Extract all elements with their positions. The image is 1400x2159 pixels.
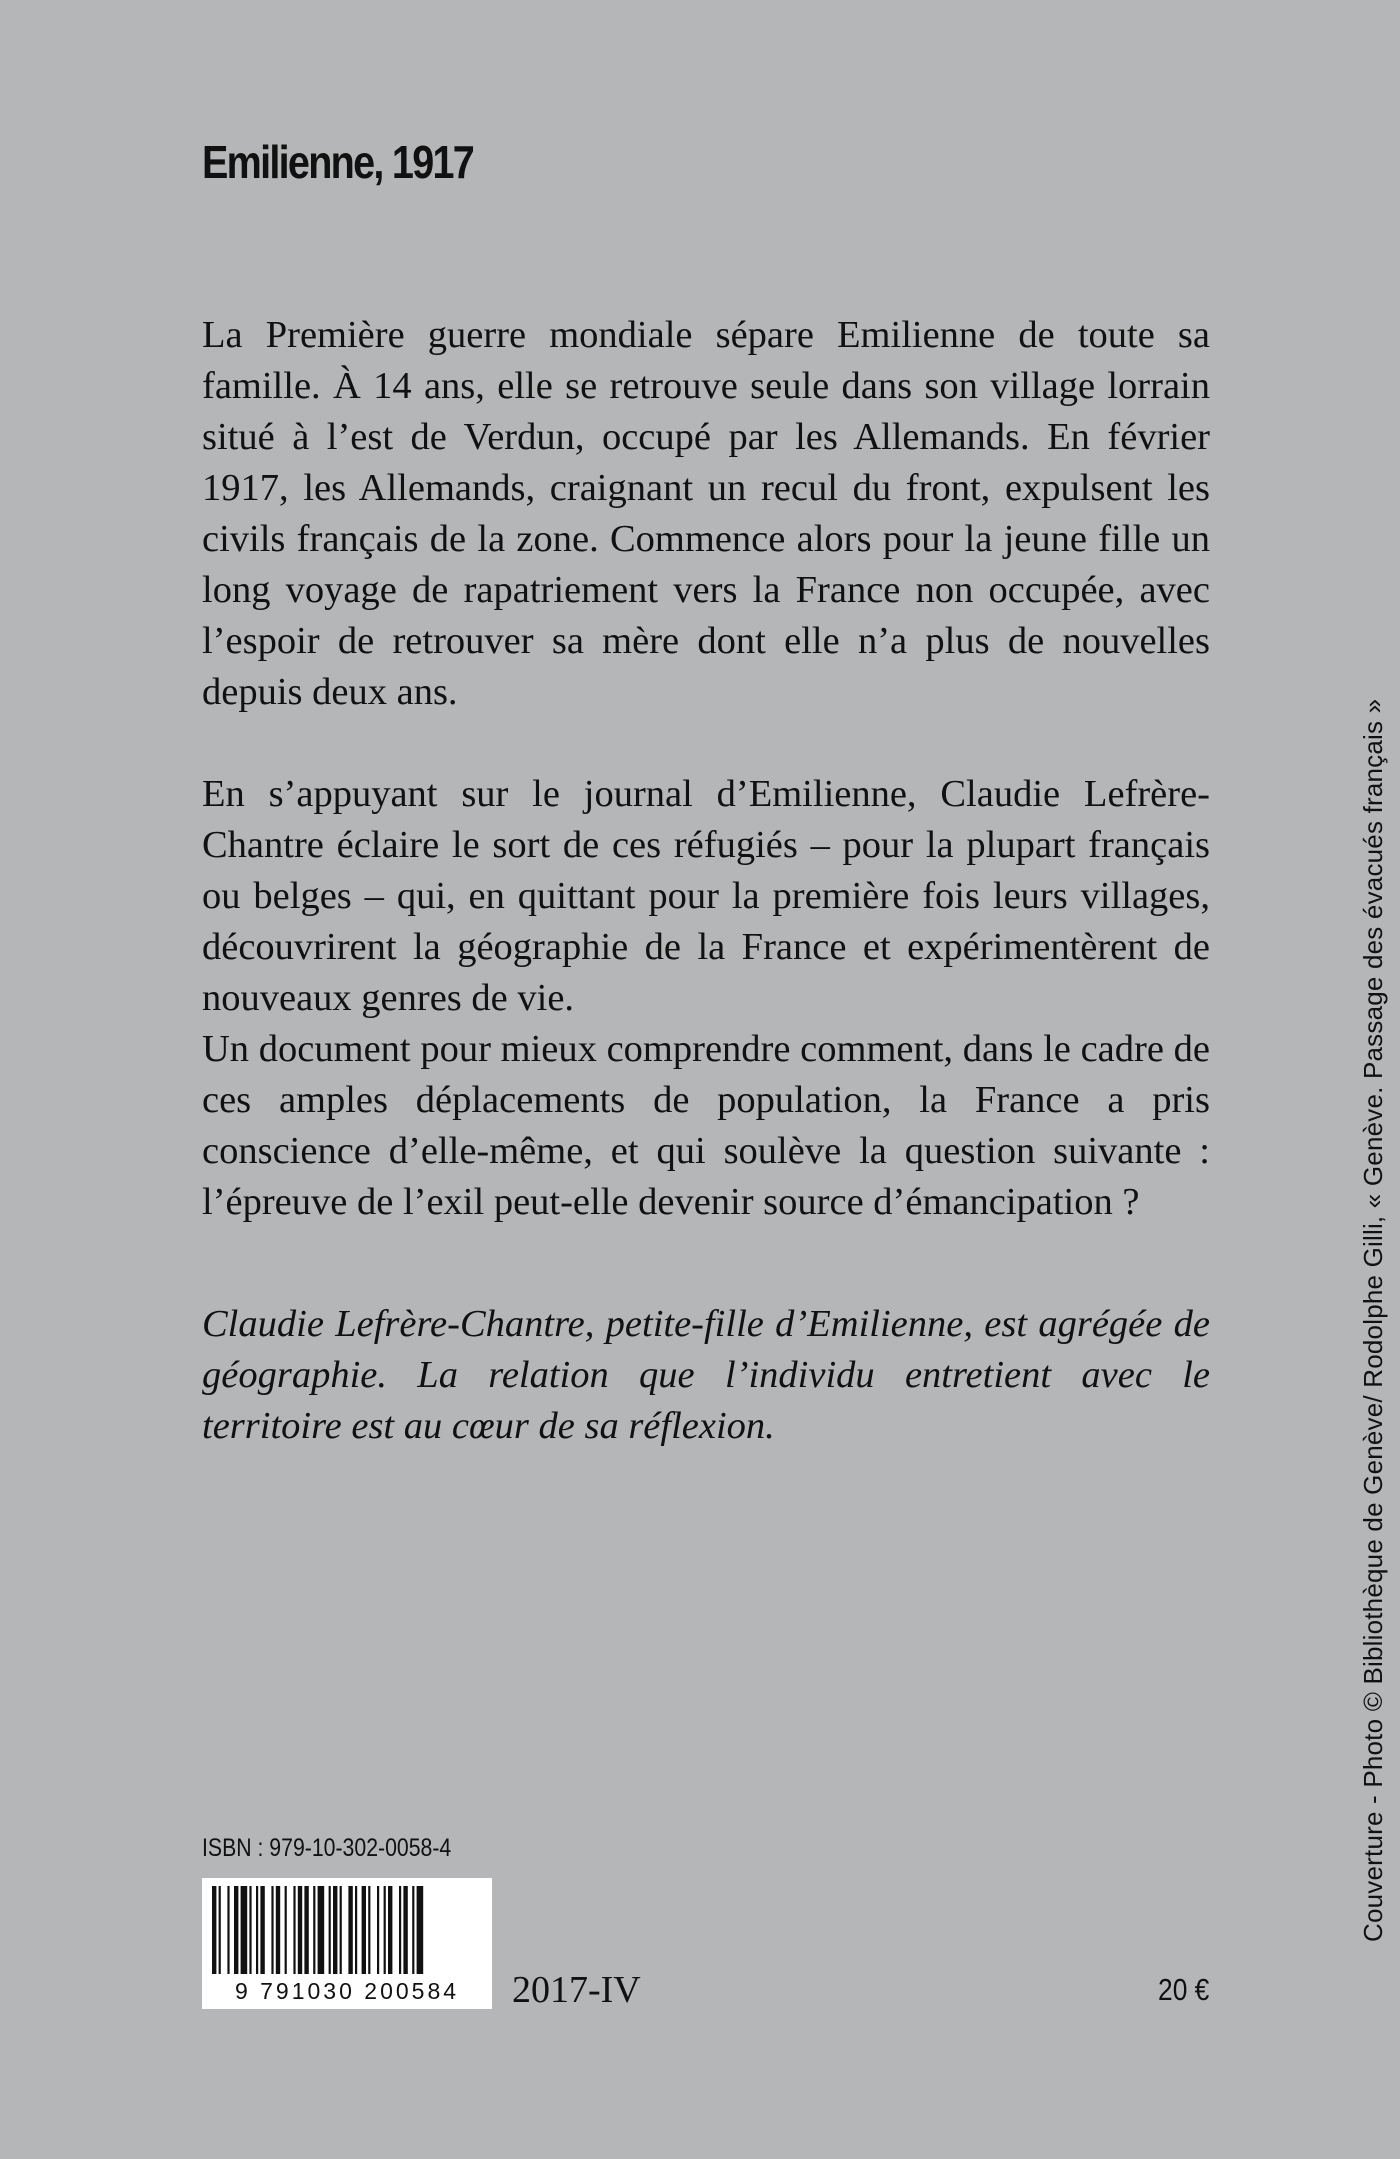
barcode-bar [276,1886,280,1974]
barcode-bar [329,1886,331,1974]
synopsis-paragraph-3: Un document pour mieux comprendre comment, dans le cadre de ces amples déplacements de population, la France a pris conscience d’elle-même, et qui soulève la question suivante : l’épreuve de l’exil peut-elle devenir source d’émancipation ? [202,1028,1210,1223]
barcode-bar [241,1886,248,1974]
synopsis-block [202,310,1210,718]
photo-credit: Couverture - Photo © Bibliothèque de Genève/ Rodolphe Gilli, « Genève. Passage des évacués français » [1358,698,1388,1942]
context-block [202,769,1210,1228]
synopsis-paragraph-1: La Première guerre mondiale sépare Emilienne de toute sa famille. À 14 ans, elle se retrouve seule dans son village lorrain situé à l’est de Verdun, occupé par les Allemands. En février 1917, les Allemands, craignant un recul du front, expulsent les civils français de la zone. Commence alors pour la jeune fille un long voyage de rapatriement vers la France non occupée, avec l’espoir de retrouver sa mère dont elle n’a plus de nouvelles depuis deux ans. [202,314,1210,713]
price-label: 20 € [1157,1972,1209,2007]
barcode-bar [333,1886,337,1974]
barcode-bar [377,1886,379,1974]
barcode-bar [403,1886,407,1974]
barcode-bar [355,1886,357,1974]
author-bio-block [202,1299,1210,1452]
barcode-bar [318,1886,325,1974]
barcode-bar [227,1886,229,1974]
barcode-bar [348,1886,352,1974]
barcode-bar [212,1886,216,1974]
barcode-bar [388,1886,392,1974]
barcode-bar [271,1886,273,1974]
barcode-bar [340,1886,342,1974]
barcode-bar [412,1886,414,1974]
author-bio: Claudie Lefrère-Chantre, petite-fille d’Emilienne, est agrégée de géographie. La relation que l’individu entretient avec le territoire est au cœur de sa réflexion. [202,1303,1210,1447]
barcode-bar [384,1886,386,1974]
barcode [202,1878,492,2009]
barcode-bar [260,1886,264,1974]
synopsis-paragraph-2: En s’appuyant sur le journal d’Emilienne, Claudie Lefrère-Chantre éclaire le sort de ces réfugiés – pour la plupart français ou belges – qui, en quittant pour la première fois leurs villages, découvrirent la géographie de la France et expérimentèrent de nouveaux genres de vie. [202,773,1210,1019]
barcode-bar [399,1886,401,1974]
barcode-bar [293,1886,295,1974]
barcode-digits: 9 791030 200584 [234,1978,460,2004]
barcode-bar [234,1886,238,1974]
isbn-label: ISBN : 979-10-302-0058-4 [202,1834,452,1862]
barcode-bar [256,1886,258,1974]
barcode-bar [313,1886,315,1974]
edition-label: 2017-IV [512,1969,641,2011]
barcode-bar [362,1886,366,1974]
barcode-bar [368,1886,370,1974]
barcode-bar [219,1886,221,1974]
barcode-bar [304,1886,308,1974]
barcode-bar [249,1886,251,1974]
barcode-bar [298,1886,302,1974]
book-title: Emilienne, 1917 [202,136,474,188]
barcode-bar [285,1886,287,1974]
barcode-bar [417,1886,424,1974]
